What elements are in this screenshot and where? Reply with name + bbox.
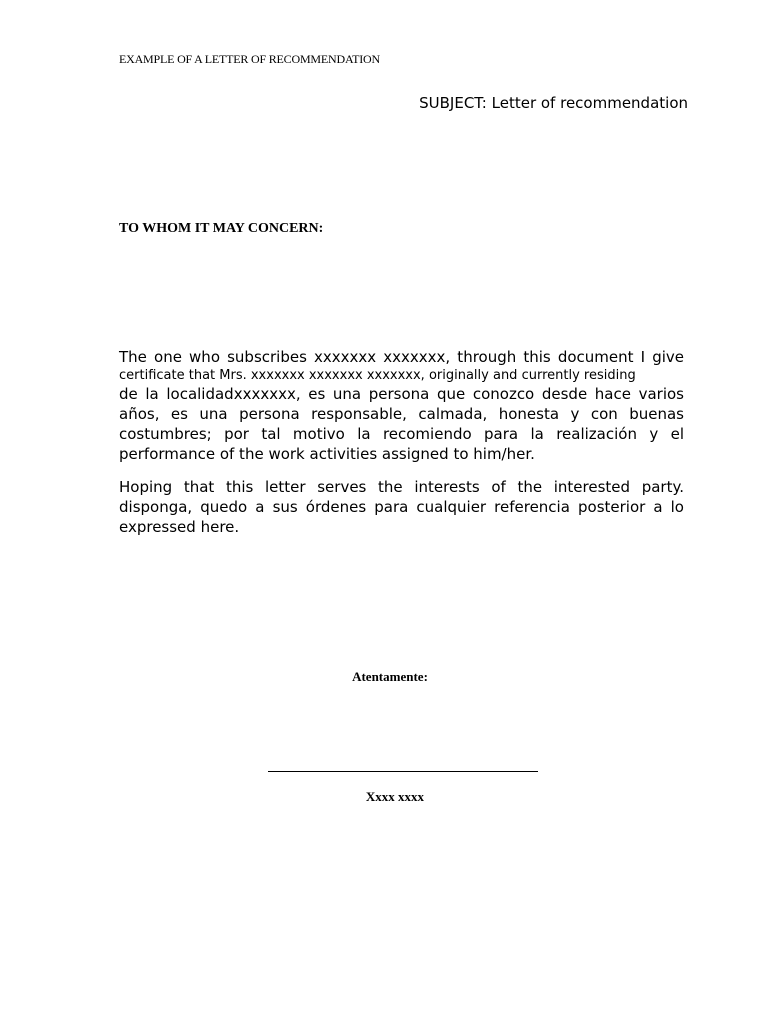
body-paragraph-1 bbox=[119, 347, 684, 464]
paragraph-line: Hoping that this letter serves the interests of the interested party. bbox=[119, 478, 684, 496]
paragraph-line: performance of the work activities assigned to him/her. bbox=[119, 445, 535, 463]
document-heading: EXAMPLE OF A LETTER OF RECOMMENDATION bbox=[119, 52, 380, 66]
paragraph-line: disponga, quedo a sus órdenes para cualquier referencia posterior a lo bbox=[119, 498, 684, 516]
signer-name: Xxxx xxxx bbox=[365, 789, 425, 804]
paragraph-line: de la localidadxxxxxxx, es una persona que conozco desde hace varios bbox=[119, 385, 684, 403]
paragraph-line: costumbres; por tal motivo la recomiendo para la realización y el bbox=[119, 425, 684, 443]
signature-line bbox=[268, 771, 538, 772]
subject-line: SUBJECT: Letter of recommendation bbox=[419, 94, 688, 112]
salutation: TO WHOM IT MAY CONCERN: bbox=[119, 221, 324, 236]
paragraph-line: certificate that Mrs. xxxxxxx xxxxxxx xxxxxxx, originally and currently residing bbox=[119, 368, 636, 383]
paragraph-line: expressed here. bbox=[119, 518, 240, 536]
closing-phrase: Atentamente: bbox=[352, 669, 428, 684]
paragraph-line: The one who subscribes xxxxxxx xxxxxxx, through this document I give bbox=[119, 348, 684, 366]
body-paragraph-2 bbox=[119, 477, 684, 537]
paragraph-line: años, es una persona responsable, calmada, honesta y con buenas bbox=[119, 405, 684, 423]
